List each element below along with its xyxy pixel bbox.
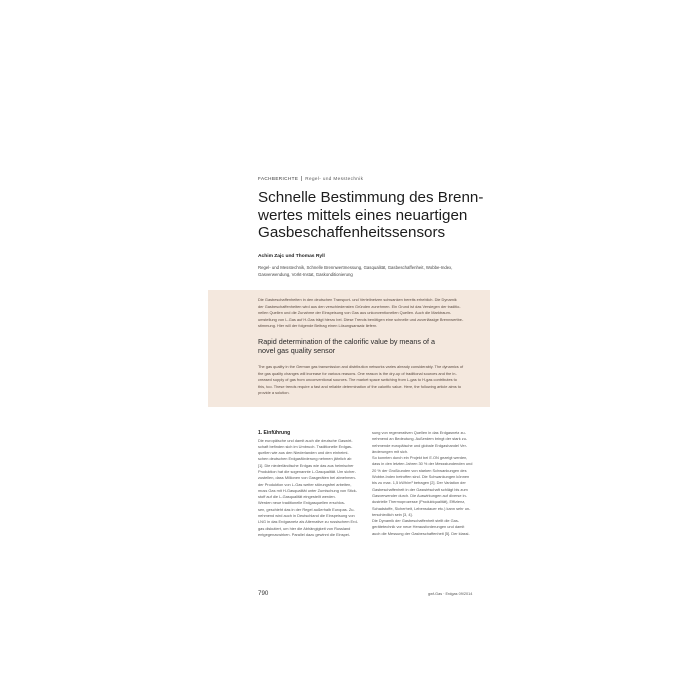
running-header <box>258 176 363 181</box>
abstract-line: umstellung von L-Gas auf H-Gas trägt hierzu bei. Diese Trends benötigen eine schnelle und zuverlässige Brennwertbe- <box>258 316 464 322</box>
body-line: Werden neue traditionelle Erdgasquellen erschlos- <box>258 500 346 506</box>
body-column-left <box>258 430 368 538</box>
body-line: nehmend wird auch in Deutschland die Einspeisung von <box>258 513 355 519</box>
body-line: Gasbeschaffenheit in der Gaswirtschaft schlägt bis zum <box>372 486 468 492</box>
title-line: Schnelle Bestimmung des Brenn- <box>258 189 484 206</box>
english-title-line: novel gas quality sensor <box>258 346 336 356</box>
body-line: änderungen mit sich. <box>372 448 409 454</box>
abstract-line: creased supply of gas from unconventional sources. The market space switching from L-gas to H-gas contributes to <box>258 377 457 382</box>
body-column-right <box>372 430 482 537</box>
article-title <box>258 189 484 242</box>
body-line: schaft befinden sich im Umbruch. Traditionelle Erdgas- <box>258 443 353 449</box>
body-line: So konnten durch ein Projekt bei E.ON gezeigt werden, <box>372 455 468 461</box>
keywords-line: Gasverwendung, Vorkt-Instat, Gaskonditionierung <box>258 272 353 277</box>
body-line: Wobbe-Index betroffen sind. Die Schwankungen können <box>372 474 470 480</box>
body-line: muss Gas mit H-Gasqualität unter Zumischung von Stick- <box>258 487 358 493</box>
body-line: [1]. Die niederländische Erdgas wie das aus heimischer <box>258 462 354 468</box>
body-line: der Produktion von L-Gas weiter störungsfrei arbeiten, <box>258 481 352 487</box>
body-line: 20 % der Großkunden von starken Schwankungen des <box>372 467 467 473</box>
body-line: sung von regenerativen Quellen in das Erdgasnetz zu- <box>372 430 466 435</box>
body-line: quellen wie aus den Niederlanden und den einheimi- <box>258 450 349 456</box>
page-number: 790 <box>258 590 269 597</box>
body-line: Die europäische und damit auch die deutsche Gaswirt- <box>258 437 353 443</box>
article-authors: Achim Zajc und Thomas Ryll <box>258 254 325 259</box>
body-line: dass in den letzten Jahren 30 % der Messstundenden und <box>372 461 473 467</box>
english-title <box>258 337 488 356</box>
abstract-line: der Gasbeschaffenheiten wird aus den verschiedensten Gründen zunehmen. Ein Grund ist das Versiegen der traditio- <box>258 303 461 309</box>
keywords-line: Regel- und Messtechnik, Schnelle Brennwertmessung, Gasqualität, Gasbeschaffenheit, Wobbe-Index, <box>258 265 453 270</box>
section-heading: 1. Einführung <box>258 430 291 436</box>
body-line: Die Dynamik der Gasbeschaffenheit stellt die Gas- <box>372 518 460 524</box>
body-line: Schadstoffe, Sicherheit, Lebensdauer etc.) kann sehr un- <box>372 505 471 511</box>
topic-label: Regel- und Messtechnik <box>305 176 364 181</box>
abstract-german <box>258 297 484 330</box>
abstract-line: The gas quality in the German gas transmission and distribution networks varies already considerably. The dynamics of <box>258 364 464 369</box>
body-line: gas diskutiert, um hier die Abhängigkeit von Russland <box>258 525 351 531</box>
publication-footer: gwf-Gas · Erdgas 09/2014 <box>428 592 473 596</box>
abstract-line: Die Gasbeschaffenheiten in den deutschen Transport- und Verteilnetzen schwanken bereits erheblich. Die Dynamik <box>258 297 457 302</box>
body-line: schen deutschen Erdgasförderung nehmen jährlich ab <box>258 456 352 462</box>
abstract-english <box>258 364 484 397</box>
body-line: nehmend an Bedeutung. Außerdem bringt der stark zu- <box>372 436 468 442</box>
abstract-line: nellen Quellen und die Zunahme der Einspeisung von Gas aus unkonventionellen Quellen. Auch die Marktraum- <box>258 310 452 315</box>
abstract-line: the gas quality changes will increase for various reasons. One reason is the dry-up of traditional sources and the in- <box>258 370 457 376</box>
body-line: LNG in das Erdgasnetz als Alternative zu russischem Erd- <box>258 519 358 525</box>
body-line: Produktion hat die sogenannte L-Gasqualität. Um sicher- <box>258 468 356 474</box>
english-title-line: Rapid determination of the calorific value by means of a <box>258 337 435 346</box>
body-line: nehmende europäische und globale Erdgashandel Ver- <box>372 442 468 448</box>
body-line: sen, geschieht das in der Regel außerhalb Europas. Zu- <box>258 506 355 512</box>
body-line: terschiedlich sein [3, 4]. <box>372 511 413 517</box>
body-line: bis zu max. 1,5 kWh/m³ betragen [2]. Der Variation der <box>372 480 466 486</box>
body-line: zustellen, dass Millionen von Gasgeräten bei abnehmen- <box>258 475 356 481</box>
body-line: stoff auf die L-Gasqualität eingestellt werden. <box>258 494 336 500</box>
body-line: dustrielle Thermoprozesse (Produktqualität), Effizienz, <box>372 499 466 505</box>
abstract-line: this, too. These trends require a fast and reliable determination of the calorific value. Here, the following article aims to <box>258 383 461 389</box>
body-line: auch die Messung der Gasbeschaffenheit [5]. Der klassi- <box>372 530 470 536</box>
header-separator <box>301 176 302 181</box>
abstract-line: provide a solution. <box>258 390 290 395</box>
body-line: gerätetechnik vor neue Herausforderungen und damit <box>372 524 465 530</box>
title-line: Gasbeschaffenheitssensors <box>258 224 446 242</box>
title-line: wertes mittels eines neuartigen <box>258 206 468 224</box>
body-line: entgegenzuwirken. Parallel dazu gewinnt die Einspei- <box>258 531 351 537</box>
article-keywords <box>258 264 488 278</box>
abstract-line: stimmung. Hier will der folgende Beitrag einen Lösungsansatz liefern. <box>258 323 378 328</box>
body-line: Gasverwender durch. Die Auswirkungen auf diverse in- <box>372 492 467 498</box>
section-label: FACHBERICHTE <box>258 176 299 181</box>
